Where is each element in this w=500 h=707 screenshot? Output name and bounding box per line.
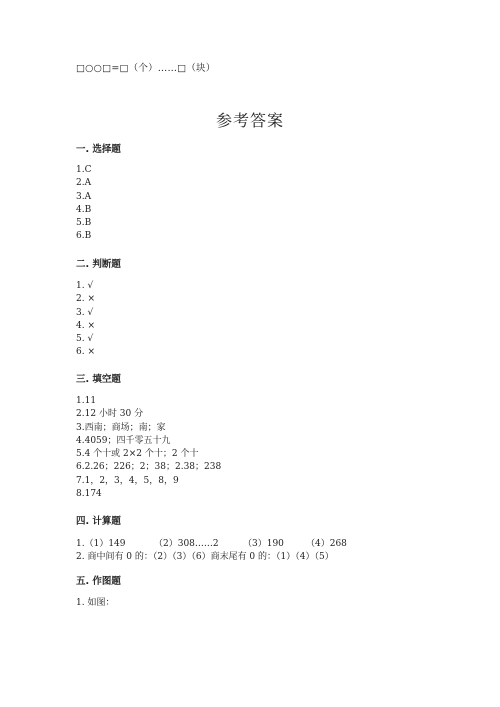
answer-line: 3.A bbox=[76, 191, 92, 202]
calc-answer: （2）308……2 bbox=[154, 539, 219, 549]
answer-line: 6.2.26；226；2；38；2.38；238 bbox=[76, 462, 222, 473]
answer-line: 1. √ bbox=[76, 281, 94, 291]
answer-line: 8.174 bbox=[76, 489, 102, 500]
section-heading-calculation: 四. 计算题 bbox=[76, 516, 121, 527]
section-heading-judgement: 二. 判断题 bbox=[76, 259, 121, 270]
answer-line: 1.C bbox=[76, 165, 92, 175]
answer-line: 7.1，2，3，4，5，8，9 bbox=[76, 475, 179, 486]
section-heading-fill-blank: 三. 填空题 bbox=[76, 374, 121, 385]
answer-line: 4.B bbox=[76, 204, 92, 215]
answer-line: 4.4059；四千零五十九 bbox=[76, 435, 171, 446]
answer-line: 5.B bbox=[76, 218, 92, 229]
judgement-answers bbox=[76, 280, 95, 360]
answer-line: 5.4 个十或 2×2 个十；2 个十 bbox=[76, 449, 199, 460]
answer-line: 4. × bbox=[76, 320, 95, 331]
answer-line: 3. √ bbox=[76, 307, 94, 318]
answer-line: 1. 如图： bbox=[76, 598, 115, 608]
answer-line: 1.11 bbox=[76, 396, 97, 406]
answer-line: 6. × bbox=[76, 347, 95, 358]
header-line: □○○□=□（个）……□（块） bbox=[76, 63, 216, 74]
answer-line: 2.A bbox=[76, 178, 92, 189]
section-heading-drawing: 五. 作图题 bbox=[76, 576, 121, 587]
answer-line: 5. √ bbox=[76, 334, 94, 345]
answer-line: 2.12 小时 30 分 bbox=[76, 409, 144, 420]
calculation-row-2: 2. 商中间有 0 的：（2）（3）（6）商末尾有 0 的：（1）（4）（5） bbox=[76, 552, 334, 562]
choice-answers bbox=[76, 164, 91, 244]
page-title: 参考答案 bbox=[215, 111, 284, 130]
calc-answer: 1.（1）149 bbox=[76, 539, 126, 549]
answer-line: 6.B bbox=[76, 231, 92, 242]
answer-line: 3.西南；商场；南；家 bbox=[76, 422, 166, 433]
section-heading-choice: 一. 选择题 bbox=[76, 144, 121, 155]
answer-line: 2. × bbox=[76, 294, 95, 305]
calculation-row-1 bbox=[76, 536, 396, 549]
calc-answer: （4）268 bbox=[306, 539, 347, 549]
calc-answer: （3）190 bbox=[243, 539, 284, 549]
fill-blank-answers bbox=[76, 395, 221, 501]
